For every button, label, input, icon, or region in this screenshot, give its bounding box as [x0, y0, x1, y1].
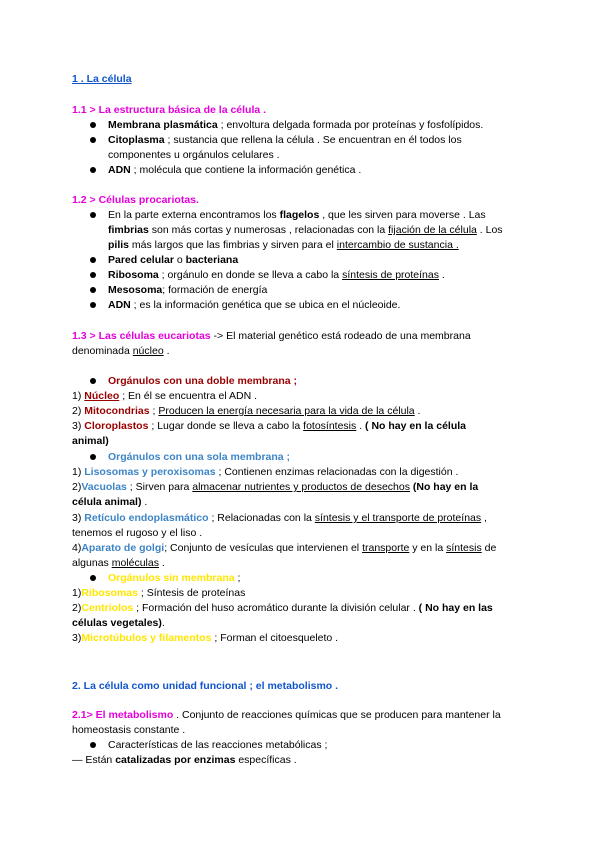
- group-double-membrane: Orgánulos con una doble membrana ;: [108, 375, 298, 387]
- bullet-icon: [90, 122, 96, 128]
- section-1-3-heading: 1.3 > Las células eucariotas -> El material genético está rodeado de una membrana: [72, 330, 471, 342]
- list-item-continuation: animal): [72, 435, 109, 447]
- list-item-continuation: algunas moléculas .: [72, 557, 165, 569]
- list-item-continuation: tenemos el rugoso y el liso .: [72, 527, 203, 539]
- bullet-icon: [90, 575, 96, 581]
- list-item: 3) Retículo endoplasmático ; Relacionadas con la síntesis y el transporte de proteínas ,: [72, 512, 487, 524]
- list-item-continuation: células vegetales).: [72, 617, 165, 629]
- list-item-continuation: componentes u orgánulos celulares .: [108, 149, 280, 161]
- bullet-icon: [90, 742, 96, 748]
- list-item: 1) Núcleo ; En él se encuentra el ADN .: [72, 390, 258, 402]
- bullet-icon: [90, 378, 96, 384]
- group-no-membrane: Orgánulos sin membrana ;: [108, 572, 241, 584]
- bullet-icon: [90, 167, 96, 173]
- list-item: 3) Cloroplastos ; Lugar donde se lleva a cabo la fotosíntesis . ( No hay en la célula: [72, 420, 466, 432]
- list-item: 2)Centriolos ; Formación del huso acromático durante la división celular . ( No hay en las: [72, 602, 493, 614]
- list-item-continuation: célula animal) .: [72, 496, 148, 508]
- paragraph-line: homeostasis constante .: [72, 724, 186, 736]
- bullet-icon: [90, 287, 96, 293]
- list-item: ADN ; es la información genética que se ubica en el núcleoide.: [108, 299, 401, 311]
- list-item: Características de las reacciones metabólicas ;: [108, 739, 328, 751]
- section-1-title: 1 . La célula: [72, 73, 132, 85]
- list-item-continuation: pilis más largos que las fimbrias y sirven para el intercambio de sustancia .: [108, 239, 459, 251]
- section-1-1-heading: 1.1 > La estructura básica de la célula .: [72, 104, 267, 116]
- list-item: 3)Microtúbulos y filamentos ; Forman el citoesqueleto .: [72, 632, 339, 644]
- list-item: Membrana plasmática ; envoltura delgada formada por proteínas y fosfolípidos.: [108, 119, 484, 131]
- list-item: ADN ; molécula que contiene la información genética .: [108, 164, 362, 176]
- bullet-icon: [90, 257, 96, 263]
- list-item: — Están catalizadas por enzimas específicas .: [72, 754, 297, 766]
- section-2-1-heading: 2.1> El metabolismo . Conjunto de reacciones químicas que se producen para mantener la: [72, 709, 501, 721]
- bullet-icon: [90, 137, 96, 143]
- list-item-continuation: fimbrias son más cortas y numerosas , relacionadas con la fijación de la célula . Los: [108, 224, 503, 236]
- list-item: 1)Ribosomas ; Síntesis de proteínas: [72, 587, 246, 599]
- list-item: Pared celular o bacteriana: [108, 254, 239, 266]
- bullet-icon: [90, 454, 96, 460]
- list-item: 1) Lisosomas y peroxisomas ; Contienen enzimas relacionadas con la digestión .: [72, 466, 459, 478]
- bullet-icon: [90, 302, 96, 308]
- list-item: Mesosoma; formación de energía: [108, 284, 268, 296]
- bullet-icon: [90, 272, 96, 278]
- list-item: 2) Mitocondrias ; Producen la energía necesaria para la vida de la célula .: [72, 405, 421, 417]
- list-item: Ribosoma ; orgánulo en donde se lleva a cabo la síntesis de proteínas .: [108, 269, 445, 281]
- list-item: En la parte externa encontramos los flagelos , que les sirven para moverse . Las: [108, 209, 486, 221]
- list-item: 2)Vacuolas ; Sirven para almacenar nutrientes y productos de desechos (No hay en la: [72, 481, 479, 493]
- group-single-membrane: Orgánulos con una sola membrana ;: [108, 451, 291, 463]
- section-2-title: 2. La célula como unidad funcional ; el metabolismo .: [72, 680, 339, 692]
- list-item: Citoplasma ; sustancia que rellena la célula . Se encuentran en él todos los: [108, 134, 462, 146]
- paragraph-line: denominada núcleo .: [72, 345, 170, 357]
- section-1-2-heading: 1.2 > Células procariotas.: [72, 194, 199, 206]
- bullet-icon: [90, 212, 96, 218]
- list-item: 4)Aparato de golgi; Conjunto de vesículas que intervienen el transporte y en la síntesis de: [72, 542, 497, 554]
